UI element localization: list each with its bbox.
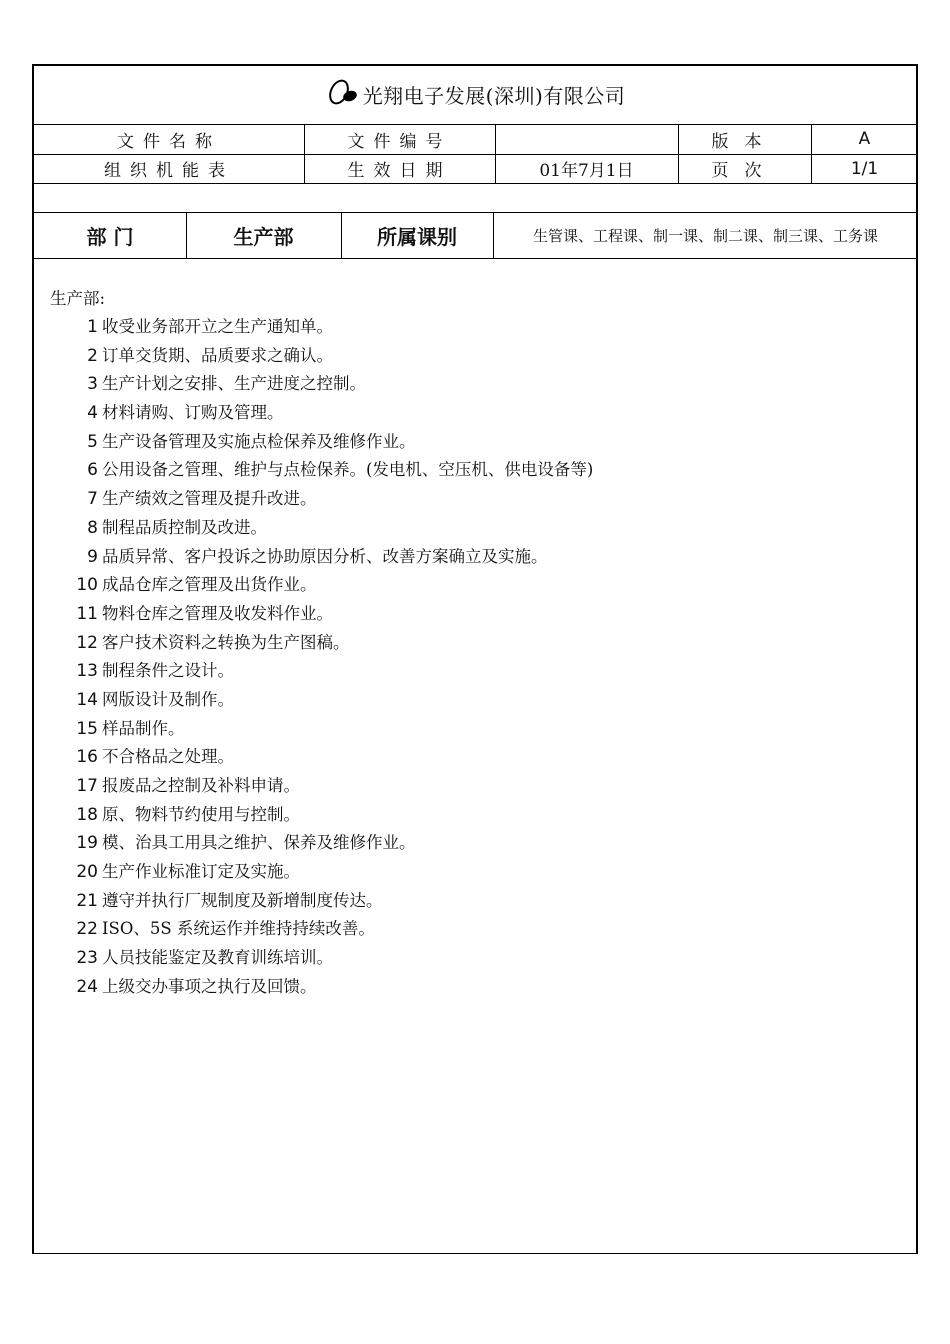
list-item: 8 制程品质控制及改进。 (87, 517, 267, 538)
department-value: 生产部 (233, 224, 294, 249)
version-value: A (858, 129, 871, 149)
list-item: 13 制程条件之设计。 (76, 661, 234, 682)
company-name: 光翔电子发展(深圳)有限公司 (362, 83, 626, 108)
list-item: 7 生产绩效之管理及提升改进。 (87, 489, 317, 510)
section-value: 生管课、工程课、制一课、制二课、制三课、工务课 (532, 226, 878, 245)
document-frame (32, 64, 918, 1254)
section-label: 所属课别 (377, 224, 457, 249)
list-item: 24 上级交办事项之执行及回馈。 (76, 976, 317, 997)
doc-number-label: 文件编号 (347, 131, 452, 152)
list-item: 3 生产计划之安排、生产进度之控制。 (87, 374, 366, 395)
list-item: 6 公用设备之管理、维护与点检保养。(发电机、空压机、供电设备等) (87, 460, 594, 481)
list-item: 19 模、治具工用具之维护、保养及维修作业。 (76, 833, 416, 854)
list-item: 16 不合格品之处理。 (76, 747, 234, 768)
effective-date-label: 生效日期 (347, 161, 452, 181)
page-value: 1/1 (850, 158, 879, 179)
page-label: 页次 (711, 161, 778, 181)
duties-heading: 生产部: (50, 289, 106, 308)
doc-number-value (495, 124, 678, 154)
duties-section (50, 284, 593, 1002)
list-item: 9 品质异常、客户投诉之协助原因分析、改善方案确立及实施。 (87, 546, 548, 567)
department-label: 部 门 (86, 224, 134, 249)
list-item: 10 成品仓库之管理及出货作业。 (76, 575, 317, 596)
effective-date-value: 01年7月1日 (539, 161, 634, 181)
list-item: 4 材料请购、订购及管理。 (87, 403, 284, 424)
list-item: 20 生产作业标准订定及实施。 (76, 862, 300, 883)
doc-name-label: 文件名称 (117, 131, 221, 152)
company-title (34, 76, 916, 112)
list-item: 22 ISO、5S 系统运作并维持持续改善。 (76, 919, 375, 940)
list-item: 17 报废品之控制及补料申请。 (76, 776, 300, 796)
duties-list (50, 313, 593, 1002)
company-logo-icon (325, 77, 361, 112)
list-item: 14 网版设计及制作。 (76, 689, 234, 710)
list-item: 11 物料仓库之管理及收发料作业。 (76, 603, 333, 624)
list-item: 23 人员技能鉴定及教育训练培训。 (76, 948, 333, 969)
list-item: 1 收受业务部开立之生产通知单。 (87, 317, 333, 337)
version-label: 版本 (711, 131, 778, 152)
list-item: 2 订单交货期、品质要求之确认。 (87, 345, 333, 366)
list-item: 15 样品制作。 (76, 718, 185, 739)
rule (34, 183, 916, 184)
list-item: 21 遵守并执行厂规制度及新增制度传达。 (76, 890, 383, 911)
doc-title: 组织机能表 (104, 161, 234, 181)
list-item: 12 客户技术资料之转换为生产图稿。 (76, 632, 350, 653)
rule (34, 258, 916, 259)
list-item: 18 原、物料节约使用与控制。 (76, 804, 300, 825)
list-item: 5 生产设备管理及实施点检保养及维修作业。 (87, 431, 416, 452)
